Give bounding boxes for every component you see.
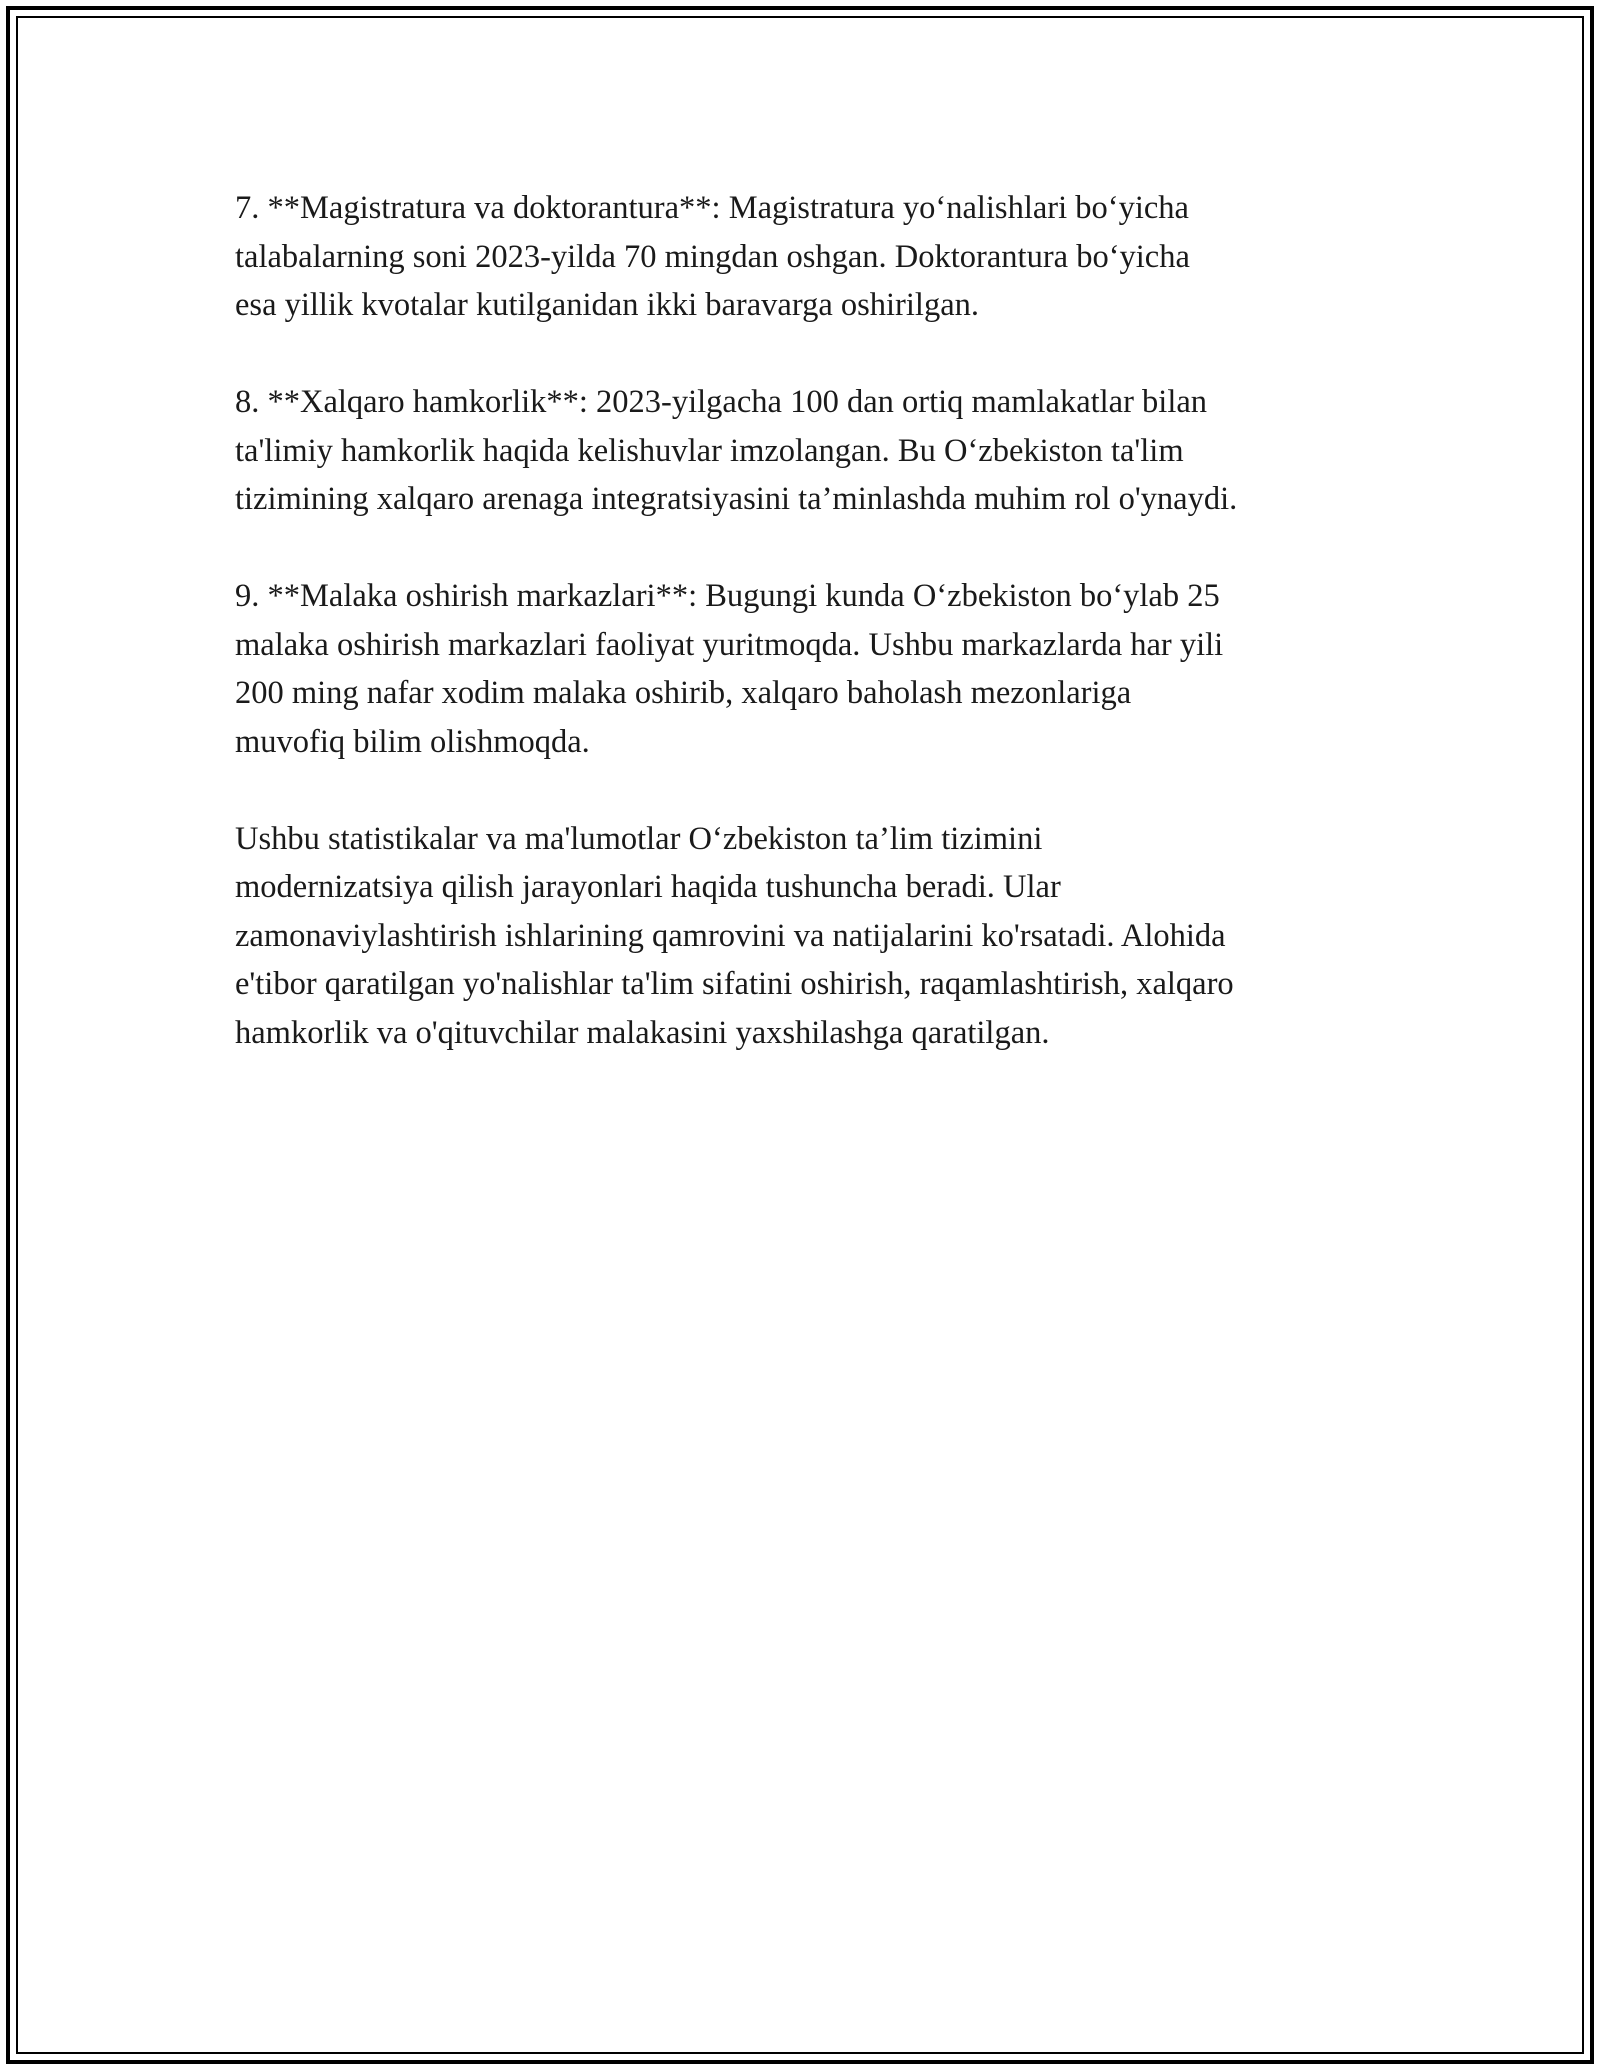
text-line: ta'limiy hamkorlik haqida kelishuvlar imzolangan. Bu O‘zbekiston ta'lim (235, 432, 1184, 469)
text-line: Ushbu statistikalar va ma'lumotlar O‘zbekiston ta’lim tizimini (235, 820, 1043, 857)
paragraph-malaka-oshirish (235, 572, 1405, 766)
text-line: e'tibor qaratilgan yo'nalishlar ta'lim sifatini oshirish, raqamlashtirish, xalqaro (235, 966, 1234, 1002)
text-line: malaka oshirish markazlari faoliyat yuritmoqda. Ushbu markazlarda har yili (235, 626, 1224, 663)
text-line: zamonaviylashtirish ishlarining qamrovini va natijalarini ko'rsatadi. Alohida (235, 917, 1226, 954)
text-line: 200 ming nafar xodim malaka oshirib, xalqaro baholash mezonlariga (235, 675, 1132, 711)
text-line: modernizatsiya qilish jarayonlari haqida tushuncha beradi. Ular (235, 869, 1061, 905)
paragraph-xalqaro-hamkorlik (235, 378, 1405, 524)
document-body (235, 184, 1405, 1106)
text-line: esa yillik kvotalar kutilganidan ikki baravarga oshirilgan. (235, 287, 979, 323)
text-line: talabalarning soni 2023-yilda 70 mingdan oshgan. Doktorantura bo‘yicha (235, 238, 1190, 275)
text-line: muvofiq bilim olishmoqda. (235, 723, 590, 760)
paragraph-conclusion (235, 815, 1405, 1058)
text-line: 9. **Malaka oshirish markazlari**: Bugungi kunda O‘zbekiston bo‘ylab 25 (235, 578, 1220, 614)
text-line: tizimining xalqaro arenaga integratsiyasini ta’minlashda muhim rol o'ynaydi. (235, 481, 1238, 517)
paragraph-magistratura (235, 184, 1405, 330)
text-line: 8. **Xalqaro hamkorlik**: 2023-yilgacha 100 dan ortiq mamlakatlar bilan (235, 384, 1208, 420)
text-line: hamkorlik va o'qituvchilar malakasini yaxshilashga qaratilgan. (235, 1014, 1050, 1051)
text-line: 7. **Magistratura va doktorantura**: Magistratura yo‘nalishlari bo‘yicha (235, 190, 1189, 226)
